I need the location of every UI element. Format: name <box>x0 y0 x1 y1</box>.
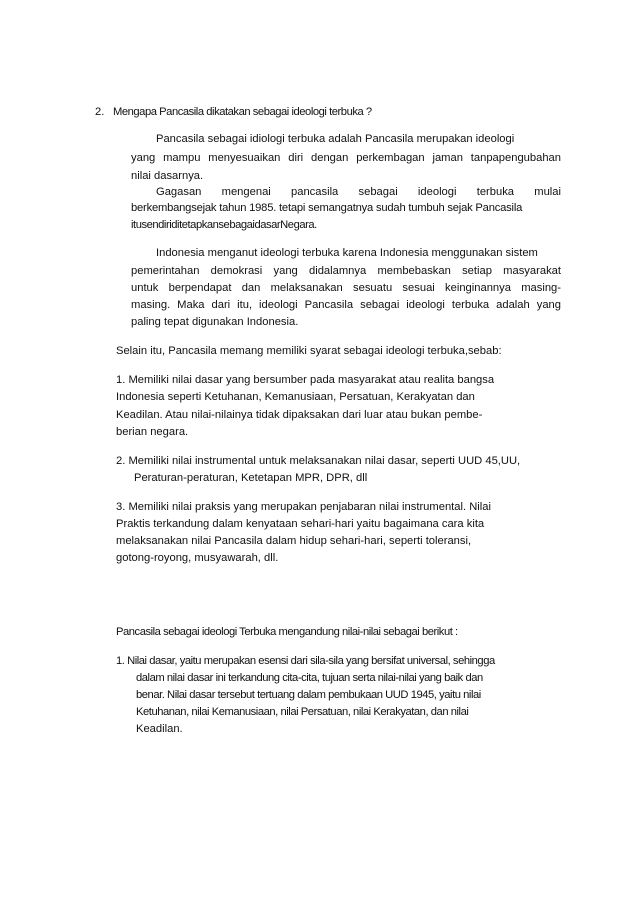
syarat-item-line: Keadilan. Atau nilai-nilainya tidak dipaksakan dari luar atau bukan pembe- <box>116 409 483 421</box>
syarat-intro: Selain itu, Pancasila memang memiliki syarat sebagai ideologi terbuka,sebab: <box>116 345 502 357</box>
syarat-item-line: berian negara. <box>116 426 189 438</box>
nilai-item-line: Ketuhanan, nilai Kemanusiaan, nilai Persatuan, nilai Kerakyatan, dan nilai <box>136 706 469 718</box>
syarat-item-line: Indonesia seperti Ketuhanan, Kemanusiaan, Persatuan, Kerakyatan dan <box>116 391 475 403</box>
syarat-item-line: 2. Memiliki nilai instrumental untuk melaksanakan nilai dasar, seperti UUD 45,UU, <box>116 455 521 467</box>
nilai-item-line: Keadilan. <box>136 723 183 735</box>
answer-p3-line: Indonesia menganut ideologi terbuka karena Indonesia menggunakan sistem <box>156 247 538 259</box>
answer-p3-line: pemerintahan demokrasi yang didalamnya membebaskan setiap masyarakat <box>131 265 561 277</box>
nilai-item-line: dalam nilai dasar ini terkandung cita-cita, tujuan serta nilai-nilai yang baik dan <box>136 672 483 684</box>
syarat-item-line: 3. Memiliki nilai praksis yang merupakan penjabaran nilai instrumental. Nilai <box>116 501 491 513</box>
answer-p2-line: Gagasan mengenai pancasila sebagai ideologi terbuka mulai <box>156 186 561 198</box>
answer-p1-line: yang mampu menyesuaikan diri dengan perkembagan jaman tanpapengubahan <box>131 152 561 164</box>
answer-p3-line: untuk berpendapat dan melaksanakan sesuatu sesuai keinginannya masing- <box>131 282 561 294</box>
answer-p3-line: paling tepat digunakan Indonesia. <box>131 316 299 328</box>
question-text: Mengapa Pancasila dikatakan sebagai ideologi terbuka ? <box>113 106 372 118</box>
syarat-item-line: gotong-royong, musyawarah, dll. <box>116 552 279 564</box>
answer-p1-line: Pancasila sebagai idiologi terbuka adalah Pancasila merupakan ideologi <box>156 133 515 145</box>
nilai-item-line: benar. Nilai dasar tersebut tertuang dalam pembukaan UUD 1945, yaitu nilai <box>136 689 481 701</box>
question-number: 2. <box>95 106 105 118</box>
syarat-item-line: melaksanakan nilai Pancasila dalam hidup sehari-hari, seperti toleransi, <box>116 535 472 547</box>
syarat-item-line: 1. Memiliki nilai dasar yang bersumber pada masyarakat atau realita bangsa <box>116 374 495 386</box>
syarat-item-line: Praktis terkandung dalam kenyataan sehari-hari yaitu bagaimana cara kita <box>116 518 485 530</box>
answer-p1-line: nilai dasarnya. <box>131 170 204 182</box>
syarat-item-line: Peraturan-peraturan, Ketetapan MPR, DPR, dll <box>134 472 368 484</box>
answer-p2-line: berkembangsejak tahun 1985. tetapi semangatnya sudah tumbuh sejak Pancasila <box>131 202 523 214</box>
nilai-item-line: 1. Nilai dasar, yaitu merupakan esensi dari sila-sila yang bersifat universal, sehingga <box>116 655 495 667</box>
answer-p2-line: itusendiriditetapkansebagaidasarNegara. <box>131 219 317 231</box>
nilai-intro: Pancasila sebagai ideologi Terbuka mengandung nilai-nilai sebagai berikut : <box>116 626 458 638</box>
answer-p3-line: masing. Maka dari itu, ideologi Pancasila sebagai ideologi terbuka adalah yang <box>131 299 561 311</box>
